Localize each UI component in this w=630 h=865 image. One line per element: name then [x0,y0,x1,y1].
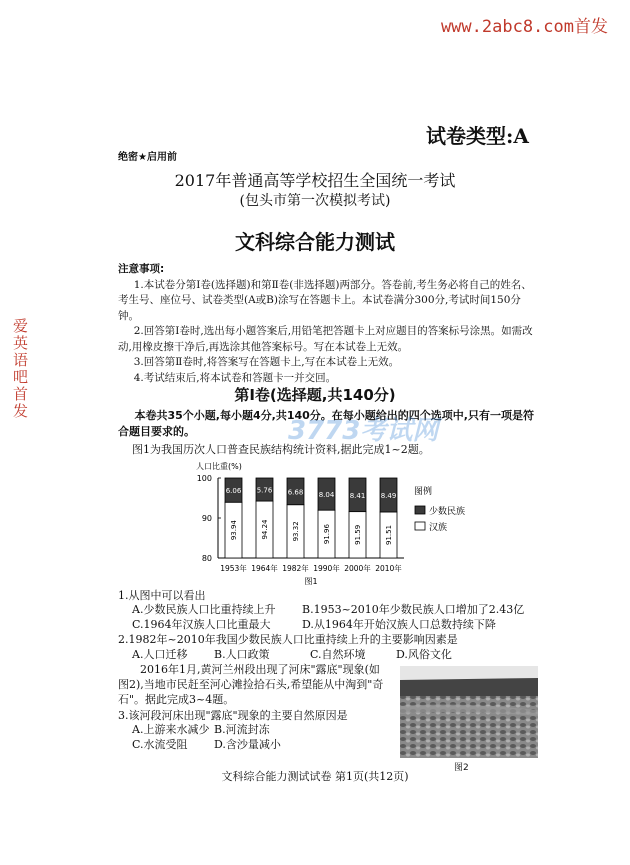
q2-option-d: D.风俗文化 [396,648,452,661]
bar-label-minority: 8.49 [380,491,397,500]
x-tick-label: 2010年 [375,564,402,573]
subject-title: 文科综合能力测试 [235,230,395,254]
riverbed-photo [400,666,538,758]
y-axis-label: 人口比重(%) [196,462,242,471]
bar-label-han: 93.94 [230,520,238,541]
bar-label-minority: 8.41 [349,491,366,500]
q3-option-b: B.河流封冻 [214,723,270,736]
q1-stem: 1.从图中可以看出 [118,589,206,602]
chart-caption: 图1 [304,577,318,586]
bar-label-han: 94.24 [261,519,269,540]
population-chart [182,458,522,586]
bar-label-minority: 8.04 [318,491,335,500]
q2-option-a: A.人口迁移 [132,648,188,661]
q1-option-a: A.少数民族人口比重持续上升 [132,603,276,616]
exam-subtitle: (包头市第一次模拟考试) [239,193,391,209]
x-tick-label: 1990年 [313,564,340,573]
legend-swatch-minority [415,506,425,514]
legend-swatch-han [415,522,425,530]
bar-label-han: 91.96 [323,524,331,545]
q3-option-c: C.水流受阻 [132,738,188,751]
legend-title: 图例 [414,487,433,497]
page-footer: 文科综合能力测试试卷 第1页(共12页) [221,770,409,783]
bar-label-minority: 6.06 [225,487,242,496]
section-intro-text: 本卷共35个小题,每小题4分,共140分。在每小题给出的四个选项中,只有一项是符合题目要求的。 [118,409,534,438]
legend-label-minority: 少数民族 [429,507,466,517]
q3-stem: 3.该河段河床出现"露底"现象的主要自然原因是 [118,709,348,722]
notice-item: 4.考试结束后,将本试卷和答题卡一并交回。 [133,371,337,384]
bar-label-han: 93.32 [292,521,300,542]
y-tick-label: 100 [196,474,212,483]
q3-option-a: A.上游来水减少 [132,723,210,736]
q2-option-b: B.人口政策 [214,648,270,661]
q2-option-c: C.自然环境 [310,648,366,661]
x-tick-label: 1982年 [282,564,309,573]
y-tick-label: 90 [201,514,212,523]
exam-title: 2017年普通高等学校招生全国统一考试 [174,171,456,190]
y-tick-label: 80 [201,554,212,563]
q2-stem: 2.1982年~2010年我国少数民族人口比重持续上升的主要影响因素是 [118,633,458,646]
paper-type: 试卷类型:A [426,124,529,148]
x-tick-label: 1964年 [251,564,278,573]
bar-label-minority: 5.76 [256,486,273,495]
secret-mark: 绝密★启用前 [118,152,177,163]
notice-heading: 注意事项: [118,263,165,275]
figure1-intro: 图1为我国历次人口普查民族结构统计资料,据此完成1~2题。 [132,443,430,456]
passage-text: 2016年1月,黄河兰州段出现了河床"露底"现象(如图2),当地市民赶至河心滩捡拾石头,希望能从中淘到"奇石"。据此完成3~4题。 [118,663,384,706]
section-title: 第Ⅰ卷(选择题,共140分) [234,386,396,404]
q1-option-b: B.1953~2010年少数民族人口增加了2.43亿 [302,603,525,616]
notice-block [118,262,538,386]
bar-label-han: 91.51 [385,524,393,546]
site-url: www.2abc8.com首发 [440,17,608,37]
side-watermark: 爱英语吧首发 [11,318,29,420]
q3-option-d: D.含沙量减小 [214,738,281,751]
site-watermark-logo: 3773考试网 [288,416,439,446]
x-tick-label: 2000年 [344,564,371,573]
legend-label-han: 汉族 [429,523,448,533]
q1-option-d: D.从1964年开始汉族人口总数持续下降 [302,618,496,631]
notice-item: 1.本试卷分第Ⅰ卷(选择题)和第Ⅱ卷(非选择题)两部分。答卷前,考生务必将自己的姓名、考生号、座位号、试卷类型(A或B)涂写在答题卡上。本试卷满分300分,考试时间150分钟。 [118,278,532,322]
bar-label-han: 91.59 [354,524,362,545]
bar-label-minority: 6.68 [287,488,304,497]
q1-option-c: C.1964年汉族人口比重最大 [132,618,271,631]
x-tick-label: 1953年 [220,564,247,573]
notice-item: 3.回答第Ⅱ卷时,将答案写在答题卡上,写在本试卷上无效。 [133,356,400,368]
notice-item: 2.回答第Ⅰ卷时,选出每小题答案后,用铅笔把答题卡上对应题目的答案标号涂黑。如需改动,用橡皮擦干净后,再选涂其他答案标号。写在本试卷上无效。 [118,325,533,353]
figure2-caption: 图2 [454,763,469,773]
